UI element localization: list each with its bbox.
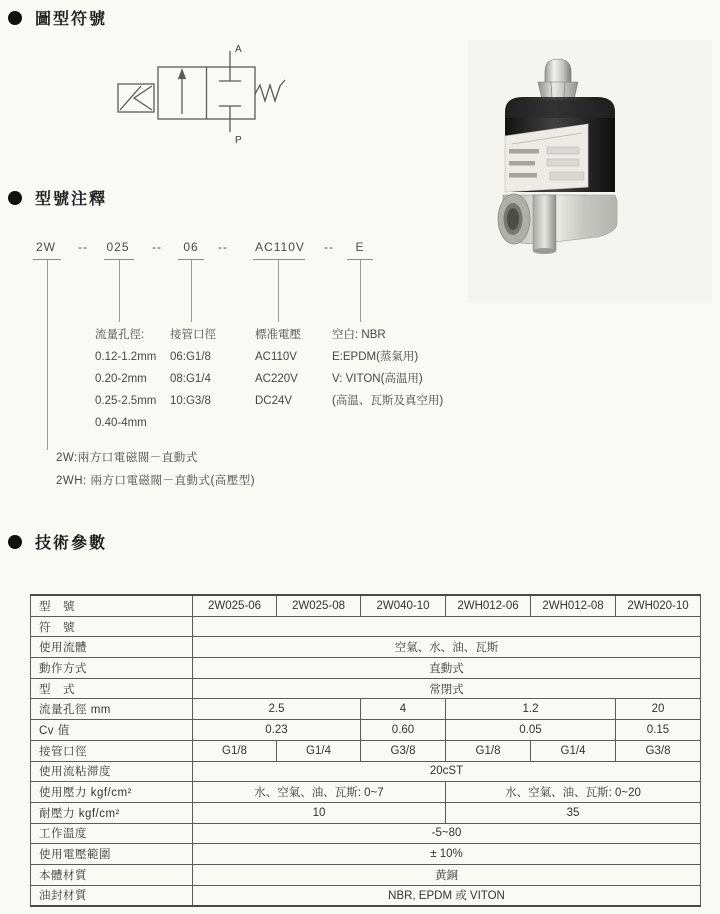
section-heading-model bbox=[8, 186, 107, 209]
table-row-fluid bbox=[31, 637, 701, 658]
flow-arrow-head bbox=[179, 70, 185, 79]
spec-cell: 20 bbox=[616, 699, 701, 720]
annotation-item: 06:G1/8 bbox=[170, 351, 211, 363]
spec-cell: 0.60 bbox=[361, 720, 446, 741]
spec-row-label: 本體材質 bbox=[31, 864, 193, 885]
port-p-label: P bbox=[235, 135, 242, 146]
leader-line-series bbox=[47, 260, 48, 450]
section-bullet-icon bbox=[8, 535, 22, 549]
annotation-item: AC220V bbox=[255, 373, 298, 385]
annotation-item: (高温、瓦斯及真空用) bbox=[332, 395, 444, 407]
spec-cell: 0.05 bbox=[446, 720, 616, 741]
annotation-item: 0.40-4mm bbox=[95, 417, 147, 429]
section-title: 圖型符號 bbox=[35, 11, 108, 28]
spec-row-label: 型 號 bbox=[31, 595, 193, 616]
model-code-dash: -- bbox=[78, 240, 88, 254]
spec-row-label: 使用電壓範圍 bbox=[31, 844, 193, 865]
model-code-dash: -- bbox=[324, 240, 334, 254]
hex-nut bbox=[538, 82, 578, 99]
code-underline bbox=[253, 259, 305, 260]
table-row-action bbox=[31, 658, 701, 679]
label-text-smudge bbox=[509, 149, 539, 154]
table-row-model bbox=[31, 595, 701, 616]
spec-row-label: 動作方式 bbox=[31, 658, 193, 679]
leader-line-port bbox=[191, 260, 192, 322]
spec-cell: G1/4 bbox=[277, 740, 361, 761]
spec-table bbox=[30, 594, 701, 907]
spec-cell: 2WH012-06 bbox=[446, 595, 531, 616]
series-note-2w: 2W:兩方口電磁閥－直動式 bbox=[56, 452, 198, 464]
annotation-item: V: VITON(高温用) bbox=[332, 373, 423, 385]
table-row-body-material bbox=[31, 864, 701, 885]
spec-cell: 10 bbox=[193, 802, 446, 823]
spec-cell: 20cST bbox=[193, 761, 701, 782]
section-heading-symbol bbox=[8, 6, 107, 29]
spec-cell: 1.2 bbox=[446, 699, 616, 720]
section-title: 技術參數 bbox=[35, 535, 108, 552]
spec-cell: 2WH020-10 bbox=[616, 595, 701, 616]
spec-cell: 水、空氣、油、瓦斯: 0~20 bbox=[446, 782, 701, 803]
spec-cell: ± 10% bbox=[193, 844, 701, 865]
annotation-title: 空白: NBR bbox=[332, 329, 386, 341]
spec-row-label: 流量孔徑 mm bbox=[31, 699, 193, 720]
coil-diagonal bbox=[120, 86, 141, 110]
table-row-pressure bbox=[31, 782, 701, 803]
leader-line-orifice bbox=[119, 260, 120, 322]
annotation-item: 0.20-2mm bbox=[95, 373, 147, 385]
spec-cell: 2W040-10 bbox=[361, 595, 446, 616]
table-row-proof-pressure bbox=[31, 802, 701, 823]
annotation-voltage bbox=[255, 324, 301, 412]
coil-chevron bbox=[134, 86, 152, 110]
spec-cell: 0.23 bbox=[193, 720, 361, 741]
model-code-series: 2W bbox=[36, 240, 56, 254]
leader-line-voltage bbox=[278, 260, 279, 322]
table-row-orifice bbox=[31, 699, 701, 720]
spec-row-label: Cv 值 bbox=[31, 720, 193, 741]
spec-row-label: 使用壓力 kgf/cm² bbox=[31, 782, 193, 803]
spec-cell: 2W025-08 bbox=[277, 595, 361, 616]
spec-row-label: 型 式 bbox=[31, 678, 193, 699]
port-hole bbox=[507, 208, 519, 230]
table-row-cv bbox=[31, 720, 701, 741]
table-row-temperature bbox=[31, 823, 701, 844]
table-row-symbol bbox=[31, 616, 701, 637]
spec-cell bbox=[193, 616, 701, 637]
spec-row-label: 使用流體 bbox=[31, 637, 193, 658]
outlet-pipe bbox=[533, 195, 556, 251]
spec-cell: 黄銅 bbox=[193, 864, 701, 885]
spec-cell: 2.5 bbox=[193, 699, 361, 720]
dome-cap bbox=[545, 59, 571, 84]
label-text-smudge bbox=[509, 173, 537, 178]
section-bullet-icon bbox=[8, 11, 22, 25]
spec-cell: 空氣、水、油、瓦斯 bbox=[193, 637, 701, 658]
annotation-title: 流量孔徑: bbox=[95, 329, 145, 341]
model-code-dash: -- bbox=[152, 240, 162, 254]
section-heading-specs bbox=[8, 530, 107, 553]
spec-cell: 4 bbox=[361, 699, 446, 720]
annotation-title: 接管口徑 bbox=[170, 329, 216, 341]
spec-cell: 2WH012-08 bbox=[531, 595, 616, 616]
spec-cell: -5~80 bbox=[193, 823, 701, 844]
model-code-port: 06 bbox=[183, 240, 199, 254]
annotation-item: AC110V bbox=[255, 351, 297, 363]
annotation-port bbox=[170, 324, 216, 412]
model-code-dash: -- bbox=[218, 240, 228, 254]
model-code-voltage: AC110V bbox=[255, 240, 305, 254]
spec-cell: 水、空氣、油、瓦斯: 0~7 bbox=[193, 782, 446, 803]
annotation-orifice bbox=[95, 324, 156, 434]
spec-cell: 35 bbox=[446, 802, 701, 823]
annotation-seal bbox=[332, 324, 443, 412]
section-title: 型號注釋 bbox=[35, 191, 108, 208]
spec-cell: G1/8 bbox=[193, 740, 277, 761]
port-a-label: A bbox=[235, 44, 242, 55]
spec-row-label: 接管口徑 bbox=[31, 740, 193, 761]
table-row-voltage-range bbox=[31, 844, 701, 865]
series-note-2wh: 2WH: 兩方口電磁閥－直動式(高壓型) bbox=[56, 475, 256, 487]
annotation-item: DC24V bbox=[255, 395, 293, 407]
leader-line-seal bbox=[360, 260, 361, 322]
spec-cell: 直動式 bbox=[193, 658, 701, 679]
pipe-end bbox=[533, 248, 556, 254]
annotation-item: 0.25-2.5mm bbox=[95, 395, 157, 407]
spec-cell: G3/8 bbox=[361, 740, 446, 761]
spring-icon bbox=[255, 80, 285, 101]
spec-cell: 0.15 bbox=[616, 720, 701, 741]
spec-cell: NBR, EPDM 或 VITON bbox=[193, 885, 701, 906]
spec-cell: G3/8 bbox=[616, 740, 701, 761]
model-code-seal: E bbox=[355, 240, 365, 254]
annotation-item: E:EPDM(蒸氣用) bbox=[332, 351, 419, 363]
table-row-viscosity bbox=[31, 761, 701, 782]
spec-row-label: 油封材質 bbox=[31, 885, 193, 906]
table-row-seal-material bbox=[31, 885, 701, 906]
spec-row-label: 耐壓力 kgf/cm² bbox=[31, 802, 193, 823]
annotation-item: 10:G3/8 bbox=[170, 395, 211, 407]
spec-row-label: 工作温度 bbox=[31, 823, 193, 844]
table-row-port bbox=[31, 740, 701, 761]
valve-symbol-diagram bbox=[112, 36, 302, 148]
spec-cell: 2W025-06 bbox=[193, 595, 277, 616]
section-bullet-icon bbox=[8, 191, 22, 205]
spec-cell: G1/8 bbox=[446, 740, 531, 761]
spec-row-label: 符 號 bbox=[31, 616, 193, 637]
product-photo-solenoid-valve bbox=[492, 48, 647, 263]
spec-cell: 常閉式 bbox=[193, 678, 701, 699]
label-text-smudge bbox=[509, 161, 535, 166]
annotation-title: 標准電壓 bbox=[255, 329, 301, 341]
annotation-item: 0.12-1.2mm bbox=[95, 351, 157, 363]
spec-cell: G1/4 bbox=[531, 740, 616, 761]
spec-row-label: 使用流粘滞度 bbox=[31, 761, 193, 782]
annotation-item: 08:G1/4 bbox=[170, 373, 211, 385]
model-code-orifice: 025 bbox=[106, 240, 130, 254]
table-row-type bbox=[31, 678, 701, 699]
